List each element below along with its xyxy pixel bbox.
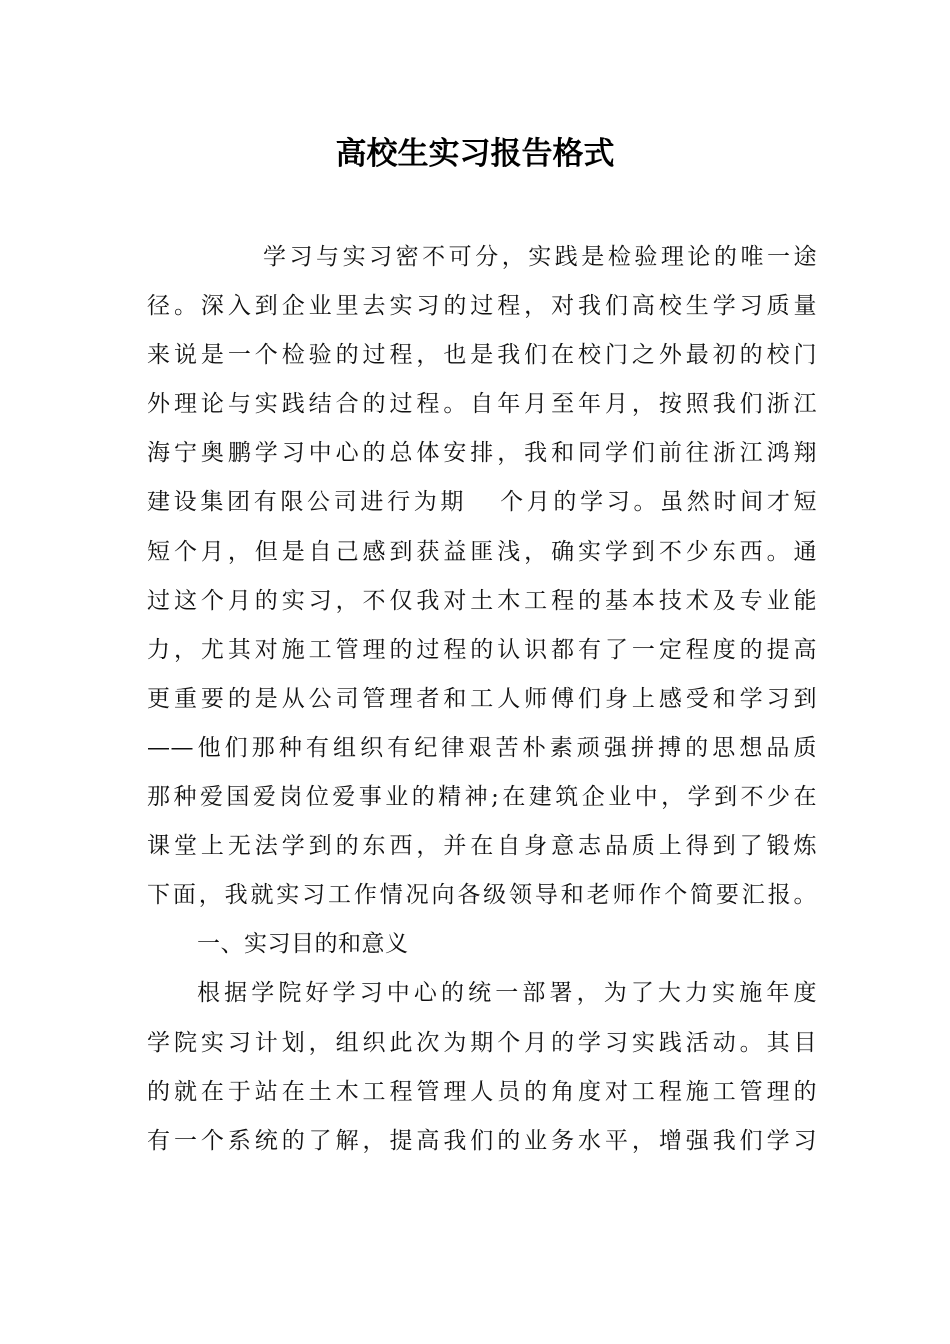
paragraph-line: 过这个月的实习，不仅我对土木工程的基本技术及专业能 xyxy=(147,587,817,614)
paragraph-line: 短个月，但是自己感到获益匪浅，确实学到不少东西。通 xyxy=(147,538,817,565)
paragraph-line: 外理论与实践结合的过程。自年月至年月，按照我们浙江 xyxy=(147,391,817,418)
paragraph-line: 有一个系统的了解，提高我们的业务水平，增强我们学习 xyxy=(147,1127,817,1154)
paragraph-line: 径。深入到企业里去实习的过程，对我们高校生学习质量 xyxy=(147,293,817,320)
paragraph-line: 学习与实习密不可分，实践是检验理论的唯一途 xyxy=(263,244,817,270)
paragraph-line: 力，尤其对施工管理的过程的认识都有了一定程度的提高 xyxy=(147,636,817,663)
paragraph-line: 更重要的是从公司管理者和工人师傅们身上感受和学习到 xyxy=(147,685,817,712)
paragraph-line: 的就在于站在土木工程管理人员的角度对工程施工管理的 xyxy=(147,1078,817,1105)
paragraph-line: 来说是一个检验的过程，也是我们在校门之外最初的校门 xyxy=(147,342,817,369)
paragraph-line: 建设集团有限公司进行为期 个月的学习。虽然时间才短 xyxy=(147,489,817,516)
paragraph-line: 课堂上无法学到的东西，并在自身意志品质上得到了锻炼 xyxy=(147,833,817,860)
paragraph-line: 那种爱国爱岗位爱事业的精神;在建筑企业中，学到不少在 xyxy=(147,784,817,811)
document-title: 高校生实习报告格式 xyxy=(335,136,615,172)
paragraph-line: 学院实习计划，组织此次为期个月的学习实践活动。其目 xyxy=(147,1029,817,1056)
paragraph-line: 海宁奥鹏学习中心的总体安排，我和同学们前往浙江鸿翔 xyxy=(147,440,817,467)
section-heading: 一、实习目的和意义 xyxy=(197,931,409,958)
paragraph-line: 下面，我就实习工作情况向各级领导和老师作个简要汇报。 xyxy=(147,882,817,909)
document-body xyxy=(147,233,817,1166)
paragraph-line: ——他们那种有组织有纪律艰苦朴素顽强拼搏的思想品质 xyxy=(147,734,817,761)
paragraph-line: 根据学院好学习中心的统一部署，为了大力实施年度 xyxy=(197,980,817,1007)
